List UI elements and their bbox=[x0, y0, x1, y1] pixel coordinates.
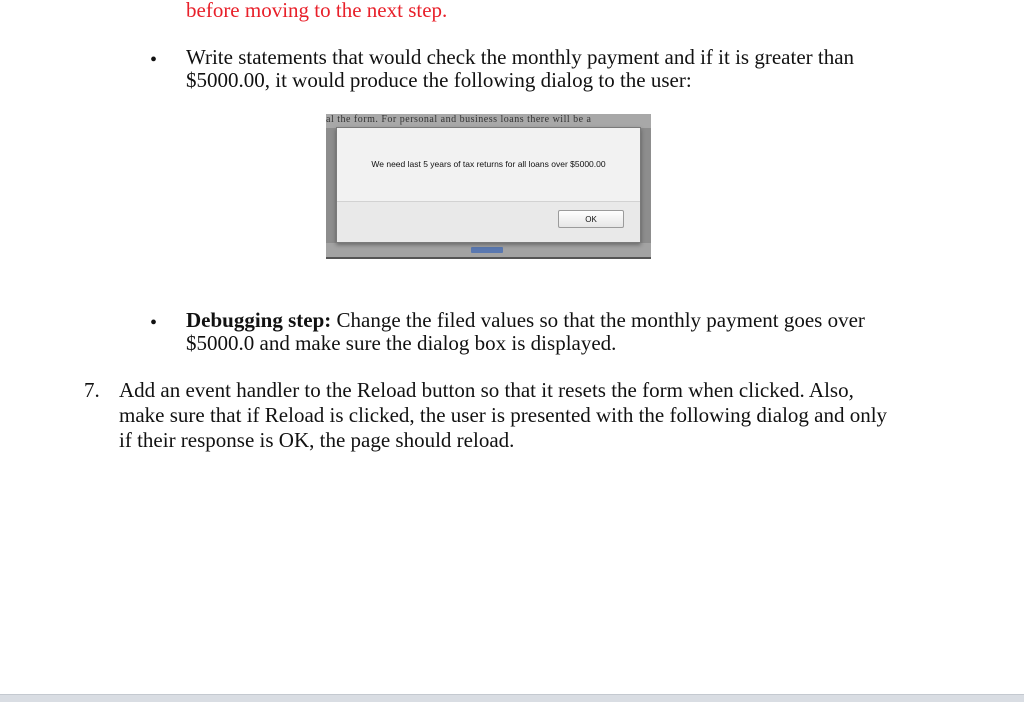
bullet-paragraph-debugging bbox=[186, 309, 906, 355]
dialog-screenshot-figure bbox=[326, 114, 651, 259]
dialog-footer bbox=[337, 201, 640, 242]
alert-dialog bbox=[336, 127, 641, 243]
bullet-marker: • bbox=[150, 312, 158, 334]
list-number: 7. bbox=[84, 378, 100, 402]
debugging-step-label: Debugging step: bbox=[186, 308, 332, 332]
page-bottom-edge bbox=[0, 694, 1024, 702]
figure-background-left bbox=[326, 128, 336, 259]
debugging-step-text: Change the filed values so that the monthly payment goes over $5000.0 and make sure the dialog box is displayed. bbox=[186, 308, 865, 355]
figure-background-right bbox=[641, 128, 651, 259]
instruction-continuation: before moving to the next step. bbox=[186, 0, 448, 22]
figure-background-text: al the form. For personal and business loans there will be a bbox=[326, 114, 651, 128]
bullet-paragraph-check-payment: Write statements that would check the monthly payment and if it is greater than $5000.00, it would produce the following dialog to the user: bbox=[186, 45, 855, 92]
dialog-message: We need last 5 years of tax returns for all loans over $5000.00 bbox=[371, 159, 606, 169]
bullet-marker: • bbox=[150, 49, 158, 71]
ok-button[interactable]: OK bbox=[558, 210, 624, 228]
figure-background-button-stub bbox=[471, 247, 503, 253]
numbered-paragraph-reload: Add an event handler to the Reload button so that it resets the form when clicked. Also, make sure that if Reload is clicked, the user is presented with the following dialog and only if their response is OK, the page should reload. bbox=[119, 378, 888, 452]
